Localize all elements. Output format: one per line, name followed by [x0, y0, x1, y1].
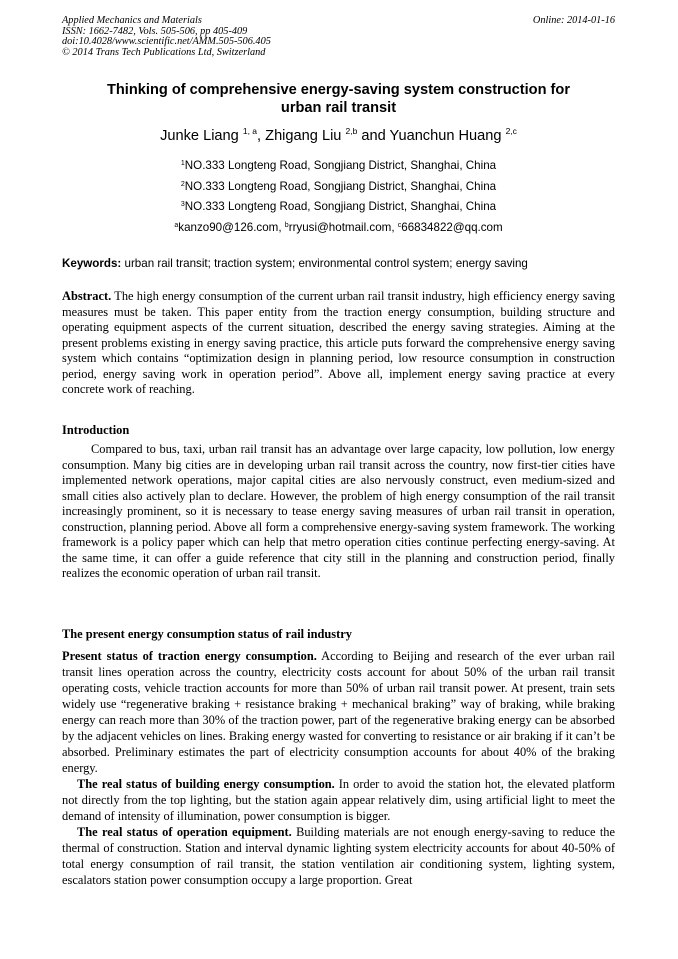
author-affiliation-mark: 2,b: [345, 126, 358, 136]
keywords-text: urban rail transit; traction system; environmental control system; energy saving: [121, 257, 528, 270]
author-separator: and: [357, 128, 390, 144]
email-link[interactable]: 66834822@qq.com: [401, 220, 503, 234]
affiliation-text: NO.333 Longteng Road, Songjiang District, Shanghai, China: [184, 200, 497, 213]
abstract: [62, 289, 615, 398]
status-section-body: [62, 648, 615, 888]
journal-name: Applied Mechanics and Materials: [62, 15, 202, 26]
paragraph-equipment: [62, 824, 615, 888]
author-list: [62, 127, 615, 145]
paragraph-text: Building materials are not enough energy-saving to reduce the thermal of construction. Station and interval dynamic lighting system electricity accounts for about 40-50% of total energy consumption of rail transit, the station ventilation air conditioning system, lighting system, escalators station power consumption occupy a large proportion. Great: [62, 825, 615, 887]
email-mark: c: [397, 221, 402, 229]
author-name: Zhigang Liu: [265, 128, 342, 144]
author-affiliation-mark: 2,c: [505, 126, 517, 136]
affiliation-mark: 3: [180, 201, 185, 208]
author-name: Yuanchun Huang: [389, 128, 502, 144]
affiliation-item: [62, 156, 615, 177]
email-separator: ,: [391, 220, 398, 234]
affiliation-mark: 2: [180, 180, 185, 188]
copyright-notice: © 2014 Trans Tech Publications Ltd, Switzerland: [62, 46, 266, 58]
section-heading-status: The present energy consumption status of rail industry: [62, 627, 352, 641]
introduction-paragraph: Compared to bus, taxi, urban rail transit has an advantage over large capacity, low pollution, low energy consumption. Many big cities are in developing urban rail transit across the country, now first-tier cities have implemented network operations, major capital cities are also nervously construct, even medium-sized and small cities also actively plan to declare. However, the problem of high energy consumption of the rail transit increasingly prominent, so it is necessary to tease energy saving measures of urban rail transit in operation, construction, planning period. Above all form a comprehensive energy-saving system framework. The working framework is a policy paper which can help that metro operation cities continue perfecting energy-saving. At the same time, it can offer a guide reference that city still in the planning and construction period, finally realizes the economic operation of urban rail transit.: [62, 442, 615, 580]
paragraph-label: Present status of traction energy consumption.: [62, 649, 317, 663]
doi-link[interactable]: doi:10.4028/www.scientific.net/AMM.505-506.405: [62, 36, 271, 47]
affiliation-text: NO.333 Longteng Road, Songjiang District, Shanghai, China: [184, 179, 497, 193]
issn-info: ISSN: 1662-7482, Vols. 505-506, pp 405-409: [62, 25, 248, 37]
affiliation-item: [62, 177, 615, 198]
affiliation-list: [62, 156, 615, 238]
email-separator: ,: [278, 220, 285, 234]
email-mark: b: [284, 221, 289, 229]
abstract-label: Abstract.: [62, 289, 112, 303]
title-line-1: Thinking of comprehensive energy-saving system construction for: [106, 82, 571, 98]
title-line-2: urban rail transit: [280, 100, 397, 116]
email-list: [62, 218, 615, 239]
paragraph-traction: [62, 648, 615, 776]
paragraph-label: The real status of building energy consumption.: [77, 777, 335, 791]
paragraph-label: The real status of operation equipment.: [77, 825, 292, 839]
affiliation-item: [62, 197, 615, 218]
keywords-label: Keywords:: [62, 257, 122, 270]
email-link[interactable]: rryusi@hotmail.com: [288, 220, 392, 234]
author-separator: ,: [257, 128, 266, 144]
author-affiliation-mark: 1, a: [242, 126, 258, 136]
abstract-text: The high energy consumption of the current urban rail transit industry, high efficiency energy saving measures must be taken. This paper entity from the traction energy consumption, building structure and operating equipment aspects of the current situation, described the energy saving strategies. Aiming at the present problems existing in energy saving practice, this article puts forward the comprehensive energy saving system which contains “optimization design in planning period, low resource consumption in construction period, energy saving work in operation period”. Above all, implement energy saving practice at every concrete work of reaching.: [62, 289, 615, 396]
email-mark: a: [174, 221, 179, 229]
section-heading-introduction: Introduction: [62, 423, 130, 437]
keywords: [62, 256, 615, 272]
paragraph-text: According to Beijing and research of the ever urban rail transit lines operation across the country, electricity costs account for about 50% of the urban rail transit operating costs, vehicle traction accounts for more than 50% of urban rail transit power. At present, train sets widely use “regenerative braking + resistance braking + mechanical braking” way of braking, while braking energy can reach more than 30% of the traction power, part of the regenerative braking energy can be absorbed by the adjacent vehicles on lines. Braking energy wasted for converting to resistance or air braking if it can’t be absorbed. Preliminary estimates the part of electricity consumption accounts for about 40% of the braking energy.: [62, 649, 615, 775]
paragraph-text: In order to avoid the station hot, the elevated platform not directly from the top lighting, but the station again appear relatively dim, using artificial light to meet the demand of intensity of illumination, power consumption is bigger.: [62, 777, 615, 823]
introduction-body: [62, 442, 615, 582]
affiliation-text: NO.333 Longteng Road, Songjiang District, Shanghai, China: [184, 159, 497, 172]
journal-header: [62, 16, 615, 58]
online-date: Online: 2014-01-16: [532, 15, 615, 26]
paper-title: [62, 81, 615, 117]
paragraph-building: [62, 776, 615, 824]
author-name: Junke Liang: [160, 128, 239, 144]
email-link[interactable]: kanzo90@126.com: [178, 220, 279, 234]
affiliation-mark: 1: [180, 160, 185, 167]
